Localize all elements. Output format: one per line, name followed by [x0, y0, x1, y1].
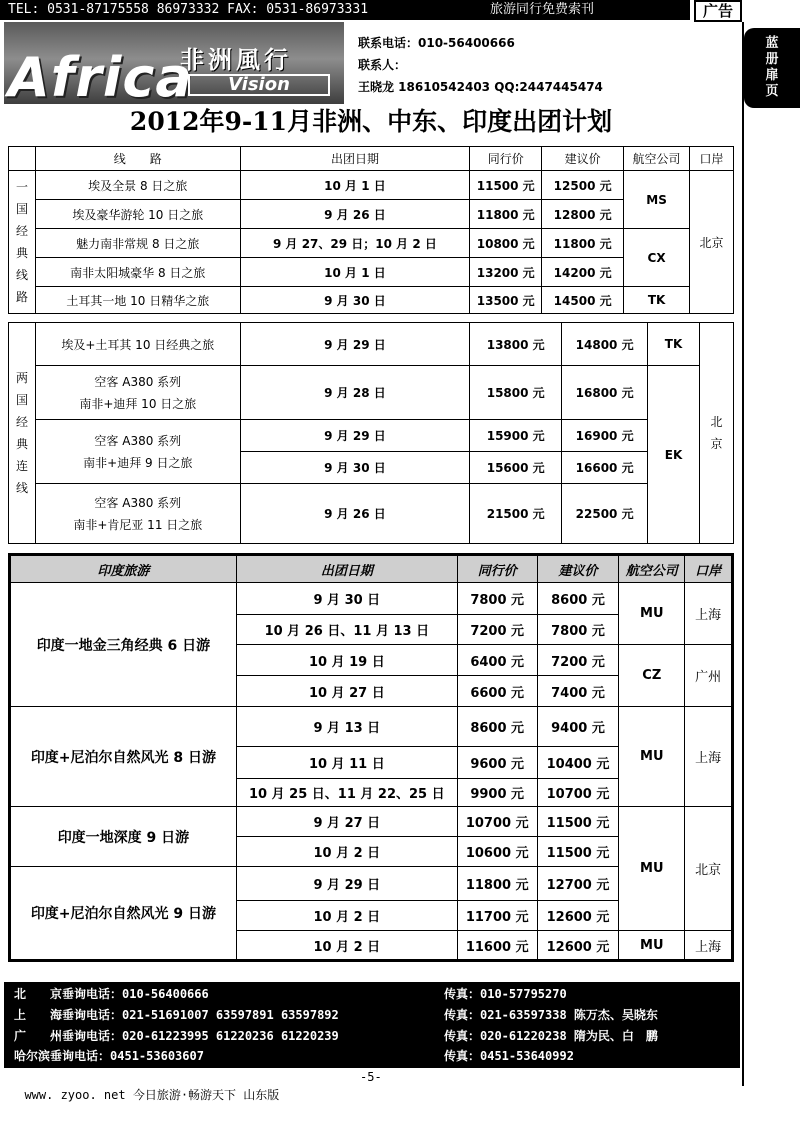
depart-date: 10 月 26 日、11 月 13 日: [236, 615, 457, 645]
peer-price: 6600 元: [457, 676, 537, 707]
depart-date: 9 月 29 日: [240, 323, 470, 366]
peer-price: 7800 元: [457, 583, 537, 615]
table-row: [10, 807, 733, 837]
port: 北京: [685, 807, 733, 931]
depart-date: 10 月 2 日: [236, 901, 457, 931]
airline-code: MU: [619, 707, 685, 807]
depart-date: 10 月 2 日: [236, 837, 457, 867]
top-slogan: 旅游同行免费索刊: [490, 2, 595, 17]
retail-price: 12600 元: [537, 901, 619, 931]
port: 上海: [685, 707, 733, 807]
retail-price: 8600 元: [537, 583, 619, 615]
col-route: 印度旅游: [10, 555, 237, 583]
page-title: 2012年9-11月非洲、中东、印度出团计划: [129, 107, 613, 136]
page-number: -5-: [360, 1070, 382, 1084]
peer-price: 11600 元: [457, 931, 537, 961]
africa-vision-logo: [4, 22, 344, 109]
table-row: [9, 323, 734, 366]
col-airline: 航空公司: [624, 147, 690, 171]
bottom-bar: [10, 1068, 382, 1122]
route-name: 印度+尼泊尔自然风光 8 日游: [10, 707, 237, 807]
retail-price: 16900 元: [562, 420, 648, 452]
footer-fax: 传真：020-61220238 隋为民、白 鹏: [444, 1029, 658, 1043]
table-row: [9, 229, 734, 258]
retail-price: 10400 元: [537, 747, 619, 779]
col-peer-price: 同行价: [470, 147, 542, 171]
depart-date: 10 月 1 日: [240, 258, 470, 287]
footer-fax: 传真：0451-53640992: [444, 1049, 574, 1063]
col-date: 出团日期: [236, 555, 457, 583]
contact-phone: 联系电话：010-56400666: [358, 36, 515, 50]
retail-price: 11800 元: [542, 229, 624, 258]
logo-vision-text: Vision: [188, 74, 330, 96]
retail-price: 10700 元: [537, 779, 619, 807]
depart-date: 10 月 27 日: [236, 676, 457, 707]
peer-price: 13200 元: [470, 258, 542, 287]
side-tab-char: 页: [765, 84, 779, 99]
route-name: 空客 A380 系列 南非+迪拜 9 日之旅: [35, 420, 240, 484]
footer-fax: 传真：021-63597338 陈万杰、吴晓东: [444, 1008, 658, 1022]
airline-code: CZ: [619, 645, 685, 707]
route-name: 印度一地深度 9 日游: [10, 807, 237, 867]
col-retail-price: 建议价: [537, 555, 619, 583]
peer-price: 7200 元: [457, 615, 537, 645]
two-country-table: [8, 322, 734, 544]
peer-price: 11800 元: [457, 867, 537, 901]
airline-code: TK: [624, 287, 690, 314]
india-table: [8, 553, 734, 962]
retail-price: 7400 元: [537, 676, 619, 707]
depart-date: 9 月 26 日: [240, 200, 470, 229]
depart-date: 10 月 2 日: [236, 931, 457, 961]
peer-price: 10600 元: [457, 837, 537, 867]
airline-code: MU: [619, 931, 685, 961]
route-name: 南非太阳城豪华 8 日之旅: [35, 258, 240, 287]
port: 上海: [685, 583, 733, 645]
port: 北京: [690, 171, 734, 314]
peer-price: 21500 元: [470, 484, 562, 544]
depart-date: 9 月 30 日: [240, 452, 470, 484]
depart-date: 9 月 30 日: [236, 583, 457, 615]
retail-price: 16800 元: [562, 366, 648, 420]
table-row: [9, 366, 734, 420]
top-tel-fax: TEL: 0531-87175558 86973332 FAX: 0531-86973331: [8, 2, 369, 17]
depart-date: 9 月 30 日: [240, 287, 470, 314]
route-name: 埃及+土耳其 10 日经典之旅: [35, 323, 240, 366]
peer-price: 13800 元: [470, 323, 562, 366]
retail-price: 22500 元: [562, 484, 648, 544]
table-row: [10, 583, 733, 615]
retail-price: 7800 元: [537, 615, 619, 645]
col-port: 口岸: [685, 555, 733, 583]
depart-date: 9 月 26 日: [240, 484, 470, 544]
peer-price: 9600 元: [457, 747, 537, 779]
table-header-row: [10, 555, 733, 583]
route-name: 埃及全景 8 日之旅: [35, 171, 240, 200]
airline-code: MU: [619, 807, 685, 931]
peer-price: 10800 元: [470, 229, 542, 258]
depart-date: 10 月 11 日: [236, 747, 457, 779]
port: 上海: [685, 931, 733, 961]
peer-price: 8600 元: [457, 707, 537, 747]
site-slogan: www. zyoo. net 今日旅游·畅游天下 山东版: [24, 1088, 280, 1102]
route-name: 空客 A380 系列 南非+肯尼亚 11 日之旅: [35, 484, 240, 544]
airline-code: EK: [648, 366, 700, 544]
route-name: 空客 A380 系列 南非+迪拜 10 日之旅: [35, 366, 240, 420]
peer-price: 10700 元: [457, 807, 537, 837]
table-row: [9, 171, 734, 200]
logo-chinese-text: 非洲風行: [180, 46, 292, 74]
contact-person-label: 联系人：: [358, 58, 407, 72]
col-port: 口岸: [690, 147, 734, 171]
retail-price: 11500 元: [537, 837, 619, 867]
col-route: 线 路: [35, 147, 240, 171]
peer-price: 11800 元: [470, 200, 542, 229]
retail-price: 14500 元: [542, 287, 624, 314]
retail-price: 14800 元: [562, 323, 648, 366]
route-name: 印度+尼泊尔自然风光 9 日游: [10, 867, 237, 961]
contact-person: 王晓龙 18610542403 QQ:2447445474: [358, 80, 603, 94]
depart-date: 9 月 28 日: [240, 366, 470, 420]
group-label: 两 国 经 典 连 线: [9, 323, 36, 544]
col-retail-price: 建议价: [542, 147, 624, 171]
retail-price: 14200 元: [542, 258, 624, 287]
peer-price: 15900 元: [470, 420, 562, 452]
route-name: 埃及豪华游轮 10 日之旅: [35, 200, 240, 229]
peer-price: 6400 元: [457, 645, 537, 676]
retail-price: 12800 元: [542, 200, 624, 229]
side-tab-char: 蓝: [765, 36, 779, 51]
port: 北 京: [700, 323, 734, 544]
top-contact-bar: [0, 0, 690, 20]
side-tab-char: 册: [765, 52, 779, 67]
retail-price: 12700 元: [537, 867, 619, 901]
peer-price: 15600 元: [470, 452, 562, 484]
airline-code: TK: [648, 323, 700, 366]
retail-price: 7200 元: [537, 645, 619, 676]
depart-date: 9 月 27、29 日；10 月 2 日: [240, 229, 470, 258]
footer-fax: 传真：010-57795270: [444, 987, 567, 1001]
table-row: [9, 287, 734, 314]
retail-price: 11500 元: [537, 807, 619, 837]
table-row: [9, 484, 734, 544]
peer-price: 11500 元: [470, 171, 542, 200]
depart-date: 10 月 19 日: [236, 645, 457, 676]
col-peer-price: 同行价: [457, 555, 537, 583]
ad-tag: 广告: [694, 0, 742, 22]
peer-price: 9900 元: [457, 779, 537, 807]
side-tab-char: 扉: [765, 68, 779, 83]
airline-code: MS: [624, 171, 690, 229]
retail-price: 9400 元: [537, 707, 619, 747]
peer-price: 15800 元: [470, 366, 562, 420]
table-header-row: [9, 147, 734, 171]
depart-date: 10 月 25 日、11 月 22、25 日: [236, 779, 457, 807]
col-airline: 航空公司: [619, 555, 685, 583]
side-tab: [744, 28, 800, 108]
table-row: [9, 420, 734, 452]
depart-date: 9 月 29 日: [240, 420, 470, 452]
group-label: 一 国 经 典 线 路: [9, 171, 36, 314]
route-name: 土耳其一地 10 日精华之旅: [35, 287, 240, 314]
depart-date: 9 月 13 日: [236, 707, 457, 747]
footer-line: 北 京垂询电话：010-56400666: [14, 987, 209, 1001]
route-name: 印度一地金三角经典 6 日游: [10, 583, 237, 707]
footer-contacts: [4, 982, 740, 1068]
peer-price: 11700 元: [457, 901, 537, 931]
depart-date: 10 月 1 日: [240, 171, 470, 200]
retail-price: 12500 元: [542, 171, 624, 200]
side-divider: [742, 22, 744, 1086]
retail-price: 12600 元: [537, 931, 619, 961]
peer-price: 13500 元: [470, 287, 542, 314]
logo-africa-text: Africa: [8, 46, 193, 109]
retail-price: 16600 元: [562, 452, 648, 484]
footer-line: 广 州垂询电话：020-61223995 61220236 61220239: [14, 1029, 339, 1043]
airline-code: CX: [624, 229, 690, 287]
footer-line: 上 海垂询电话：021-51691007 63597891 63597892: [14, 1008, 339, 1022]
contact-block: [358, 32, 603, 98]
col-date: 出团日期: [240, 147, 470, 171]
depart-date: 9 月 27 日: [236, 807, 457, 837]
table-row: [10, 707, 733, 747]
port: 广州: [685, 645, 733, 707]
airline-code: MU: [619, 583, 685, 645]
single-country-table: [8, 146, 734, 314]
depart-date: 9 月 29 日: [236, 867, 457, 901]
footer-line: 哈尔滨垂询电话：0451-53603607: [14, 1049, 204, 1063]
route-name: 魅力南非常规 8 日之旅: [35, 229, 240, 258]
